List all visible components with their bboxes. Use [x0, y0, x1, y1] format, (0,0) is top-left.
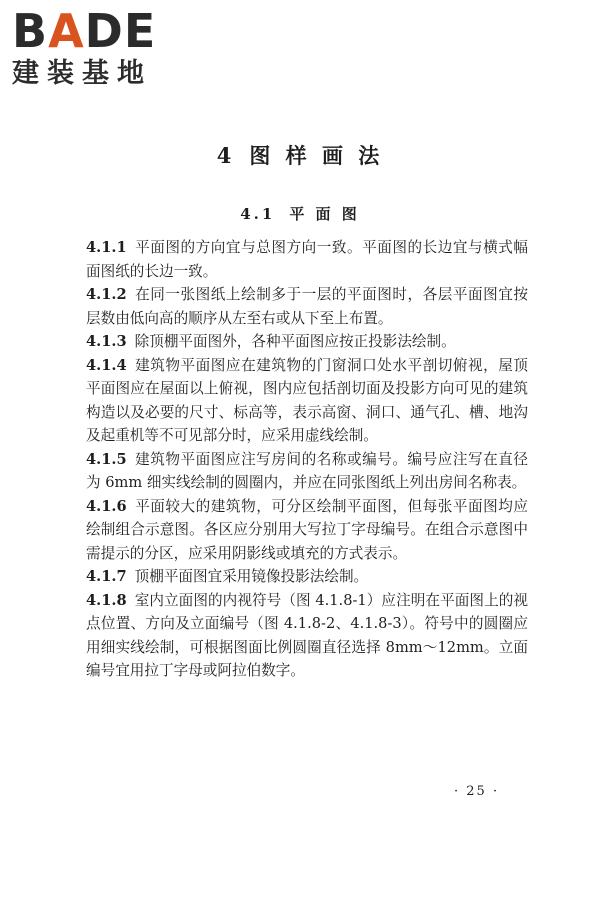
clause-text: 平面图的方向宜与总图方向一致。平面图的长边宜与横式幅面图纸的长边一致。 — [86, 239, 528, 280]
page-number: · 25 · — [454, 784, 500, 799]
clause-text: 建筑物平面图应注写房间的名称或编号。编号应注写在直径为 6mm 细实线绘制的圆圈内，并应在同张图纸上列出房间名称表。 — [86, 450, 528, 491]
clause-number: 4.1.3 — [86, 333, 127, 350]
logo-chinese-text: 建装基地 — [12, 58, 152, 89]
chapter-title — [0, 140, 600, 170]
logo — [12, 6, 182, 90]
clause-4-1-8 — [86, 589, 528, 683]
clause-4-1-6 — [86, 495, 528, 566]
chapter-number: 4 — [216, 143, 236, 168]
clause-number: 4.1.4 — [86, 356, 127, 374]
clause-4-1-7 — [86, 565, 528, 589]
section-title — [0, 203, 600, 224]
logo-letter: E — [123, 4, 157, 58]
clause-text: 建筑物平面图应在建筑物的门窗洞口处水平剖切俯视，屋顶平面图应在屋面以上俯视，图内应包括剖切面及投影方向可见的建筑构造以及必要的尺寸、标高等，表示高窗、洞口、通气孔、槽、地沟及起重机等不可见部分时，应采用虚线绘制。 — [86, 356, 528, 444]
clause-number: 4.1.1 — [86, 239, 127, 256]
clause-text: 室内立面图的内视符号（图 4.1.8-1）应注明在平面图上的视点位置、方向及立面编号（图 4.1.8-2、4.1.8-3）。符号中的圆圈应用细实线绘制，可根据图面比例圆圈直径选择 8mm～12mm。立面编号宜用拉丁字母或阿拉伯数字。 — [86, 591, 528, 679]
clause-number: 4.1.6 — [86, 497, 127, 515]
clause-number: 4.1.7 — [86, 568, 127, 585]
clause-text: 顶棚平面图宜采用镜像投影法绘制。 — [134, 568, 369, 585]
chapter-title-text: 图 样 画 法 — [249, 143, 384, 168]
clause-4-1-2 — [86, 283, 528, 330]
clause-4-1-4 — [86, 354, 528, 448]
logo-wordmark-text — [12, 4, 156, 58]
clause-number: 4.1.8 — [86, 591, 127, 609]
logo-wordmark — [12, 6, 182, 56]
logo-letter: B — [12, 4, 49, 58]
clause-number: 4.1.5 — [86, 450, 127, 468]
clause-4-1-1 — [86, 236, 528, 283]
section-number: 4.1 — [240, 205, 276, 223]
clause-4-1-5 — [86, 448, 528, 495]
clause-list — [86, 236, 528, 683]
clause-4-1-3 — [86, 330, 528, 354]
clause-text: 除顶棚平面图外，各种平面图应按正投影法绘制。 — [134, 333, 456, 350]
clause-text: 平面较大的建筑物，可分区绘制平面图，但每张平面图均应绘制组合示意图。各区应分别用大写拉丁字母编号。在组合示意图中需提示的分区，应采用阴影线或填充的方式表示。 — [86, 497, 528, 562]
logo-letter: A — [48, 4, 85, 58]
clause-text: 在同一张图纸上绘制多于一层的平面图时，各层平面图宜按层数由低向高的顺序从左至右或从下至上布置。 — [86, 286, 528, 327]
clause-number: 4.1.2 — [86, 286, 127, 303]
section-title-text: 平 面 图 — [289, 205, 360, 223]
logo-letter: D — [84, 4, 124, 58]
